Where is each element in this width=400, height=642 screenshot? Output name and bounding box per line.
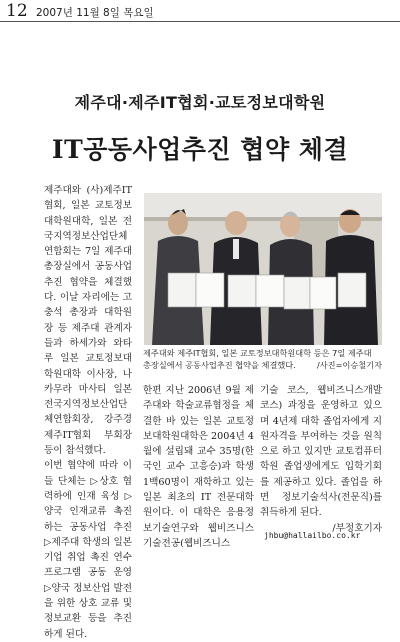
article-headline: IT공동사업추진 협약 체결 <box>51 135 349 164</box>
article-column-middle <box>143 383 254 551</box>
article-column-left <box>44 183 132 642</box>
article-paragraph: 이번 협약에 따라 이들 단체는 ▷상호 협력하에 인재 육성 ▷양국 인재교류 촉진하는 공동사업 추진 ▷제주대 학생의 일본 기업 취업 촉진 연수프로그램 공동 운영 ▷양국 정보산업 발전을 위한 상호 교류 및 정보교환 등을 추진하게 된다. <box>44 460 132 640</box>
article-photo <box>144 193 382 345</box>
page-number: 12 <box>6 1 28 21</box>
article-kicker: 제주대·제주IT협회·교토정보대학원 <box>74 93 326 112</box>
issue-date: 2007년 11월 8일 목요일 <box>36 7 154 19</box>
photo-credit: /사진=이승철기자 <box>317 360 382 370</box>
article-paragraph: 한편 지난 2006년 9월 제주대와 학술교류협정을 체결한 바 있는 일본 교토정보대학원대학은 2004년 4월에 설립돼 교수 35명(한국인 교수 고흥승)과 학생 1백60명이 재학하고 있는 일본 최초의 IT 전문대학원이다. 이 대학은 응용정보기술연구와 웹비즈니스기술전공(웹비즈니스 <box>143 385 254 549</box>
page-header <box>0 0 400 22</box>
article-paragraph: 기술 코스, 웹비즈니스개발 코스) 과정을 운영하고 있으며 4년제 대학 졸업자에게 지원자격을 부여하는 것을 원칙으로 하고 있지만 교토컴퓨터학원 졸업생에게도 입학기회를 제공하고 있다. 졸업을 하면 정보기술석사(전문직)를 취득하게 된다. <box>260 385 382 519</box>
photo-caption-text: 제주대와 제주IT협회, 일본 교토정보대학원대학 등은 7일 제주대 총장실에서 공동사업추진 협약을 체결했다. <box>143 348 372 370</box>
photo-caption <box>143 347 382 371</box>
reporter-email: jhbu@hallailbo.co.kr <box>264 531 361 540</box>
ceremony-photo-illustration <box>144 193 382 345</box>
article-byline: /부정호기자 <box>332 522 382 534</box>
article-column-right <box>260 383 382 536</box>
article-paragraph: 제주대와 (사)제주IT협회, 일본 교토정보대학원대학, 일본 전국지역정보산업단체연합회는 7일 제주대 총장실에서 공동사업추진 협약을 체결했다. 이날 자리에는 고충석 총장과 대학원장 등 제주대 관계자들과 하세가와 와타루 일본 교토정보대학원대학 이사장, 나카무라 마사티 일본 전국지역정보산업단체연합회장, 강주경 제주IT협회 부회장 등이 참석했다. <box>44 185 132 457</box>
header-rule <box>0 21 400 22</box>
